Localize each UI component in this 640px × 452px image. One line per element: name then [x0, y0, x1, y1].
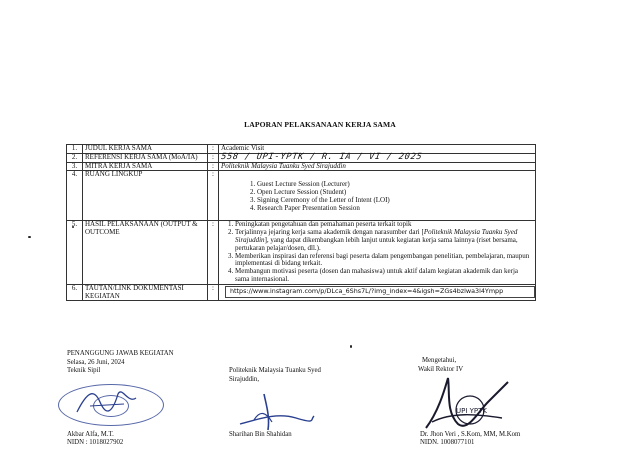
row-label: REFERENSI KERJA SAMA (MoA/IA)	[83, 153, 208, 162]
outcome-list	[221, 221, 533, 283]
list-item: 1. Peningkatan pengetahuan dan pemahaman peserta terkait topik	[235, 221, 533, 229]
report-table	[66, 144, 536, 301]
row-separator: :	[208, 221, 219, 284]
row-number: 3.	[67, 162, 83, 171]
row-value	[219, 284, 536, 301]
table-row	[67, 153, 536, 162]
row-label: HASIL PELAKSANAAN (OUTPUT & OUTCOME	[83, 221, 208, 284]
row-label: JUDUL KERJA SAMA	[83, 145, 208, 154]
partner-signer-name: Sharihan Bin Shahidan	[229, 431, 292, 438]
row-separator: :	[208, 171, 219, 221]
scope-list	[221, 181, 533, 212]
partner-org-line1: Politeknik Malaysia Tuanku Syed	[229, 367, 321, 374]
list-item: 3. Memberikan inspirasi dan referensi bagi peserta dalam pengembangan penelitian, pembelajaran, maupun implementasi di bidang terkait.	[235, 253, 533, 269]
approver-nidn: NIDN. 1008077101	[420, 439, 475, 446]
list-text: Terjalinnya jejaring kerja sama akademik dengan narasumber dari [	[235, 228, 424, 237]
left-signature	[72, 384, 142, 418]
responsible-nidn: NIDN : 1018027902	[67, 439, 124, 446]
row-number: 1.	[67, 145, 83, 154]
approval-title: Wakil Rektor IV	[418, 366, 464, 373]
row-separator: :	[208, 162, 219, 171]
responsible-date: Selasa, 26 Juni, 2024	[67, 359, 125, 366]
row-number: 4.	[67, 171, 83, 221]
row-value	[219, 221, 536, 284]
table-row	[67, 171, 536, 221]
middle-signature	[236, 390, 316, 434]
stamp-text: UPI YPTK	[456, 407, 487, 415]
scan-speck	[28, 236, 31, 238]
row-value: Politeknik Malaysia Tuanku Syed Sirajuddin	[219, 162, 536, 171]
scan-speck	[350, 345, 352, 348]
partner-org-line2: Sirajuddin,	[229, 376, 260, 383]
approver-name: Dr. Jhon Veri , S.Kom, MM, M.Kom	[420, 431, 521, 438]
row-separator: :	[208, 145, 219, 154]
row-number: 5.	[67, 221, 83, 284]
document-title: LAPORAN PELAKSANAAN KERJA SAMA	[244, 120, 396, 129]
row-number: 6.	[67, 284, 83, 301]
handwritten-reference: 558 / UPI-YPTK / R. IA / VI / 2025	[220, 151, 424, 162]
list-item: 4. Research Paper Presentation Session	[257, 205, 533, 213]
list-item: 2. Open Lecture Session (Student)	[257, 189, 533, 197]
row-value	[219, 171, 536, 221]
row-separator: :	[208, 153, 219, 162]
list-item: 1. Guest Lecture Session (Lecturer)	[257, 181, 533, 189]
row-number: 2.	[67, 153, 83, 162]
table-row	[67, 221, 536, 284]
list-text: ], yang dapat dikembangkan lebih lanjut untuk kegiatan kerja sama lainnya (riset bersama, pertukaran pelajar/dosen, dll.).	[235, 235, 518, 252]
row-label: RUANG LINGKUP	[83, 171, 208, 221]
responsible-dept: Teknik Sipil	[67, 367, 101, 374]
row-label: TAUTAN/LINK DOKUMENTASI KEGIATAN	[83, 284, 208, 301]
documentation-link[interactable]: https://www.instagram.com/p/DLca_6Shs7L/?img_index=4&igsh=ZGs4bzlwa3l4Ympp	[225, 286, 535, 298]
list-item	[235, 229, 533, 252]
row-value: Academic Visit	[219, 145, 536, 154]
row-separator: :	[208, 284, 219, 301]
responsible-name: Akbar Alfa, M.T.	[67, 431, 114, 438]
approval-label: Mengetahui,	[422, 357, 457, 364]
list-item: 4. Membangun motivasi peserta (dosen dan mahasiswa) untuk aktif dalam kegiatan akademik dan kerja sama internasional.	[235, 268, 533, 284]
row-label: MITRA KERJA SAMA	[83, 162, 208, 171]
list-item: 3. Signing Ceremony of the Letter of Intent (LOI)	[257, 197, 533, 205]
right-signature-and-stamp	[418, 372, 510, 434]
partner-name: Politeknik Malaysia Tuanku Syed Sirajuddin	[235, 228, 518, 244]
responsible-header: PENANGGUNG JAWAB KEGIATAN	[67, 350, 174, 357]
table-row	[67, 284, 536, 301]
row-value	[219, 153, 536, 162]
